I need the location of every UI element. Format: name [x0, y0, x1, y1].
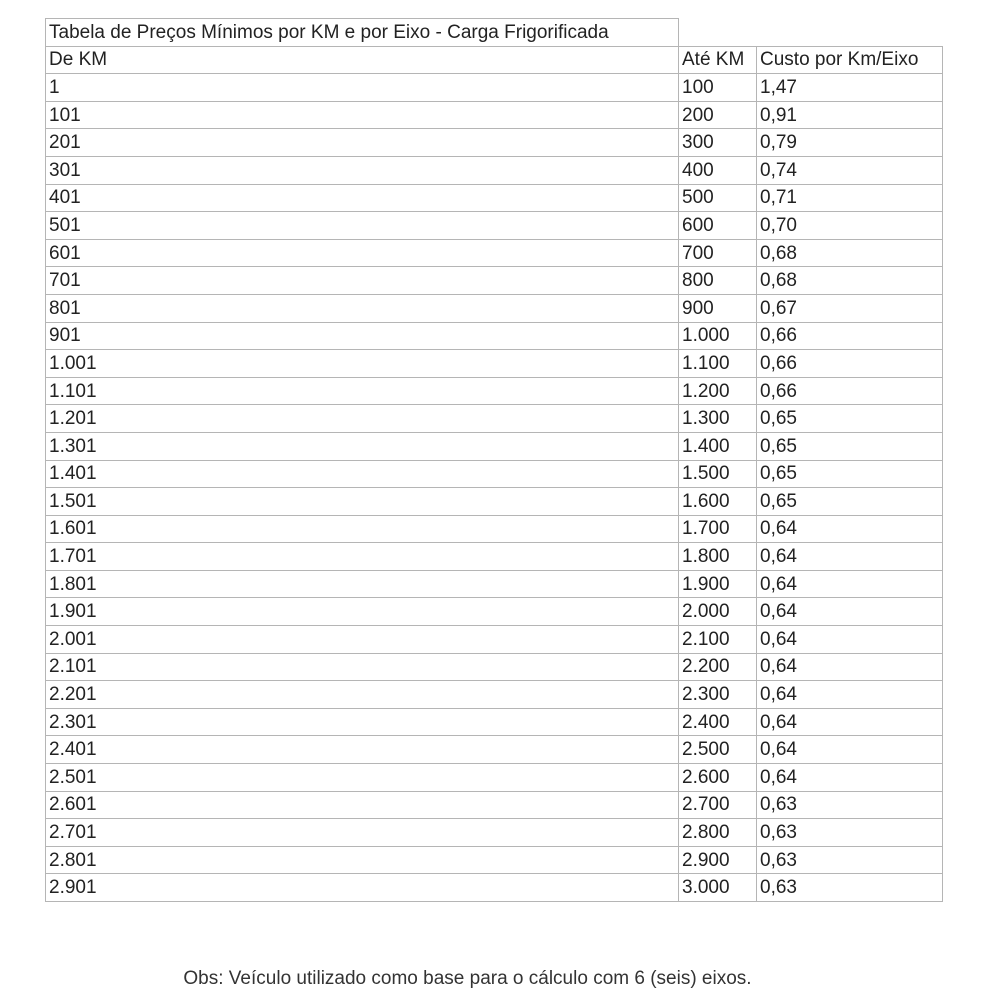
- cell-ate-km: 1.700: [679, 515, 757, 543]
- table-row: [46, 74, 943, 102]
- cell-ate-km: 1.900: [679, 570, 757, 598]
- cell-ate-km: 2.200: [679, 653, 757, 681]
- cell-custo: 0,63: [757, 874, 943, 902]
- cell-ate-km: 1.400: [679, 432, 757, 460]
- cell-de-km: 201: [46, 129, 679, 157]
- cell-de-km: 1.601: [46, 515, 679, 543]
- table-row: [46, 267, 943, 295]
- table-row: [46, 405, 943, 433]
- cell-custo: 0,64: [757, 736, 943, 764]
- table-row: [46, 488, 943, 516]
- cell-ate-km: 800: [679, 267, 757, 295]
- cell-de-km: 2.101: [46, 653, 679, 681]
- table-row: [46, 377, 943, 405]
- cell-custo: 0,70: [757, 212, 943, 240]
- table-row: [46, 515, 943, 543]
- cell-custo: 0,65: [757, 432, 943, 460]
- cell-ate-km: 2.300: [679, 681, 757, 709]
- table-row: [46, 460, 943, 488]
- cell-de-km: 2.901: [46, 874, 679, 902]
- table-row: [46, 350, 943, 378]
- cell-ate-km: 200: [679, 101, 757, 129]
- cell-ate-km: 2.000: [679, 598, 757, 626]
- cell-ate-km: 1.500: [679, 460, 757, 488]
- price-table: [45, 18, 943, 902]
- cell-de-km: 1.901: [46, 598, 679, 626]
- cell-custo: 0,63: [757, 791, 943, 819]
- cell-custo: 0,64: [757, 653, 943, 681]
- table-row: [46, 322, 943, 350]
- cell-de-km: 2.401: [46, 736, 679, 764]
- table-row: [46, 432, 943, 460]
- table-title: Tabela de Preços Mínimos por KM e por Eixo - Carga Frigorificada: [46, 19, 679, 47]
- cell-de-km: 2.201: [46, 681, 679, 709]
- table-row: [46, 101, 943, 129]
- cell-ate-km: 2.100: [679, 626, 757, 654]
- cell-ate-km: 1.800: [679, 543, 757, 571]
- table-row: [46, 212, 943, 240]
- cell-de-km: 1.201: [46, 405, 679, 433]
- cell-custo: 0,64: [757, 681, 943, 709]
- cell-custo: 0,64: [757, 708, 943, 736]
- cell-de-km: 1.801: [46, 570, 679, 598]
- cell-de-km: 101: [46, 101, 679, 129]
- table-header-row: [46, 46, 943, 74]
- cell-custo: 0,66: [757, 377, 943, 405]
- cell-custo: 0,66: [757, 322, 943, 350]
- cell-ate-km: 2.600: [679, 764, 757, 792]
- cell-de-km: 2.301: [46, 708, 679, 736]
- cell-custo: 0,91: [757, 101, 943, 129]
- cell-custo: 0,74: [757, 156, 943, 184]
- cell-de-km: 1.101: [46, 377, 679, 405]
- cell-ate-km: 1.600: [679, 488, 757, 516]
- table-row: [46, 239, 943, 267]
- cell-de-km: 801: [46, 294, 679, 322]
- cell-ate-km: 500: [679, 184, 757, 212]
- cell-de-km: 701: [46, 267, 679, 295]
- table-row: [46, 791, 943, 819]
- cell-ate-km: 1.000: [679, 322, 757, 350]
- table-row: [46, 156, 943, 184]
- title-row-spacer: [679, 19, 943, 47]
- table-row: [46, 681, 943, 709]
- cell-custo: 0,64: [757, 764, 943, 792]
- table-row: [46, 846, 943, 874]
- cell-de-km: 1.501: [46, 488, 679, 516]
- cell-de-km: 301: [46, 156, 679, 184]
- cell-custo: 0,64: [757, 598, 943, 626]
- cell-custo: 1,47: [757, 74, 943, 102]
- cell-custo: 0,64: [757, 570, 943, 598]
- cell-de-km: 1.701: [46, 543, 679, 571]
- table-row: [46, 626, 943, 654]
- table-title-row: [46, 19, 943, 47]
- cell-de-km: 2.601: [46, 791, 679, 819]
- table-row: [46, 570, 943, 598]
- cell-custo: 0,65: [757, 405, 943, 433]
- table-row: [46, 736, 943, 764]
- cell-ate-km: 2.400: [679, 708, 757, 736]
- cell-ate-km: 1.300: [679, 405, 757, 433]
- table-row: [46, 294, 943, 322]
- cell-custo: 0,65: [757, 488, 943, 516]
- cell-de-km: 2.001: [46, 626, 679, 654]
- cell-custo: 0,71: [757, 184, 943, 212]
- cell-ate-km: 400: [679, 156, 757, 184]
- cell-custo: 0,67: [757, 294, 943, 322]
- cell-custo: 0,66: [757, 350, 943, 378]
- cell-de-km: 401: [46, 184, 679, 212]
- cell-ate-km: 1.100: [679, 350, 757, 378]
- cell-de-km: 2.501: [46, 764, 679, 792]
- cell-custo: 0,63: [757, 846, 943, 874]
- cell-ate-km: 2.700: [679, 791, 757, 819]
- cell-custo: 0,64: [757, 626, 943, 654]
- table-row: [46, 543, 943, 571]
- cell-custo: 0,65: [757, 460, 943, 488]
- cell-de-km: 1.301: [46, 432, 679, 460]
- table-row: [46, 598, 943, 626]
- cell-ate-km: 2.500: [679, 736, 757, 764]
- cell-de-km: 1.401: [46, 460, 679, 488]
- table-row: [46, 764, 943, 792]
- cell-custo: 0,63: [757, 819, 943, 847]
- header-ate-km: Até KM: [679, 46, 757, 74]
- cell-ate-km: 2.800: [679, 819, 757, 847]
- header-de-km: De KM: [46, 46, 679, 74]
- table-row: [46, 708, 943, 736]
- cell-custo: 0,79: [757, 129, 943, 157]
- cell-ate-km: 700: [679, 239, 757, 267]
- cell-ate-km: 1.200: [679, 377, 757, 405]
- cell-de-km: 601: [46, 239, 679, 267]
- cell-ate-km: 600: [679, 212, 757, 240]
- cell-de-km: 1.001: [46, 350, 679, 378]
- cell-ate-km: 100: [679, 74, 757, 102]
- table-row: [46, 653, 943, 681]
- cell-custo: 0,68: [757, 239, 943, 267]
- cell-de-km: 2.801: [46, 846, 679, 874]
- table-row: [46, 184, 943, 212]
- cell-ate-km: 900: [679, 294, 757, 322]
- table-row: [46, 819, 943, 847]
- cell-ate-km: 3.000: [679, 874, 757, 902]
- cell-de-km: 501: [46, 212, 679, 240]
- table-row: [46, 874, 943, 902]
- table-row: [46, 129, 943, 157]
- cell-custo: 0,64: [757, 515, 943, 543]
- cell-de-km: 901: [46, 322, 679, 350]
- cell-custo: 0,64: [757, 543, 943, 571]
- cell-de-km: 1: [46, 74, 679, 102]
- footnote: Obs: Veículo utilizado como base para o cálculo com 6 (seis) eixos.: [183, 968, 752, 989]
- header-custo: Custo por Km/Eixo: [757, 46, 943, 74]
- cell-de-km: 2.701: [46, 819, 679, 847]
- cell-ate-km: 2.900: [679, 846, 757, 874]
- cell-custo: 0,68: [757, 267, 943, 295]
- cell-ate-km: 300: [679, 129, 757, 157]
